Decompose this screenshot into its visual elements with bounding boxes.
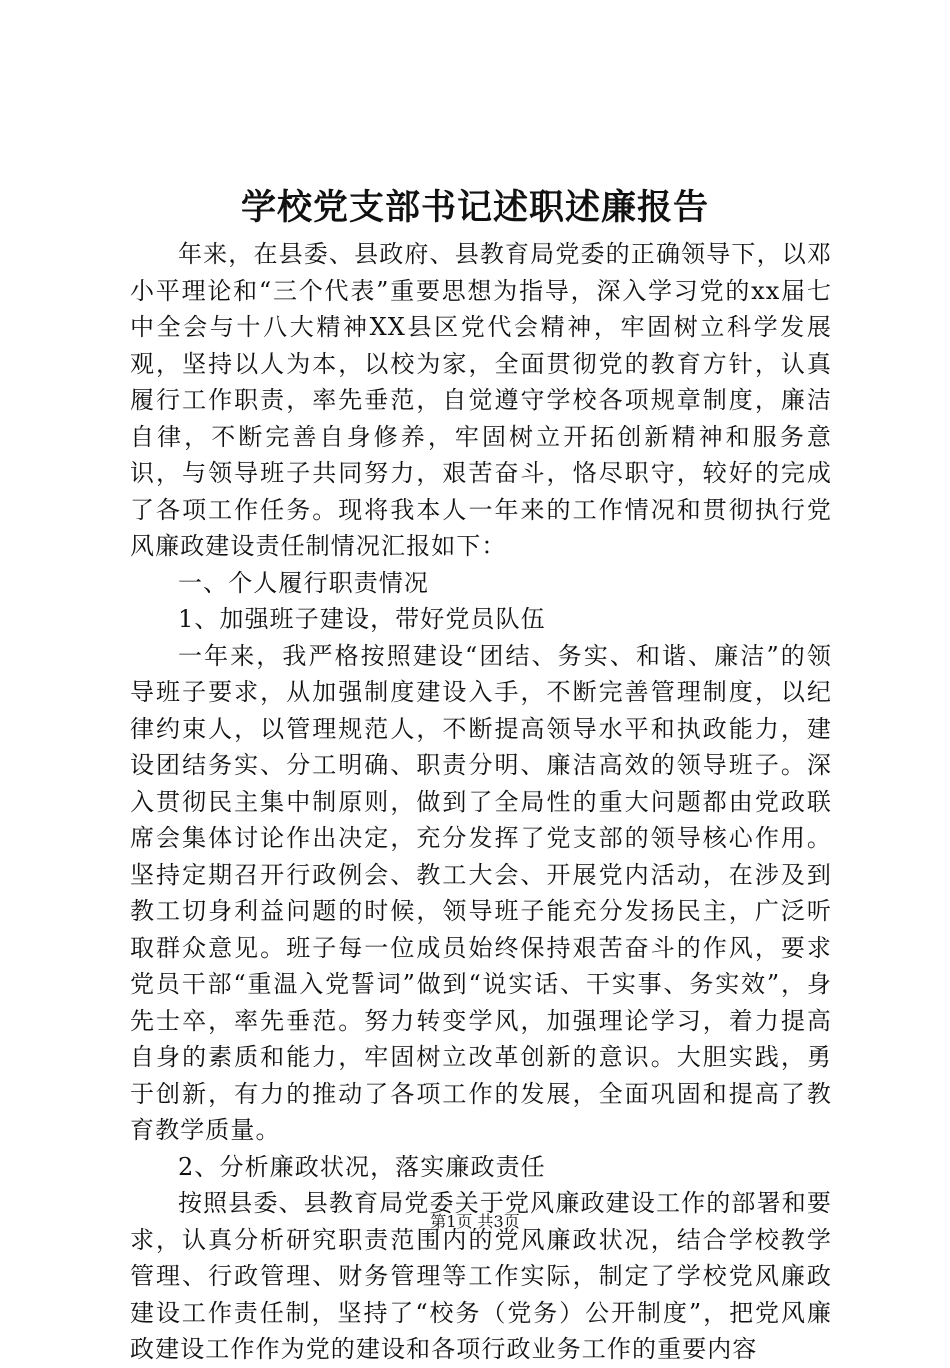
item-paragraph-2: 按照县委、县教育局党委关于党风廉政建设工作的部署和要求，认真分析研究职责范围内的党风廉政状况，结合学校教学管理、行政管理、财务管理等工作实际，制定了学校党风廉政建设工作责任制，坚持了“校务（党务）公开制度”，把党风廉政建设工作作为党的建设和各项行政业务工作的重要内容 (130, 1189, 832, 1363)
intro-paragraph: 年来，在县委、县政府、县教育局党委的正确领导下，以邓小平理论和“三个代表”重要思想为指导，深入学习党的xx届七中全会与十八大精神XX县区党代会精神，牢固树立科学发展观，坚持以人为本，以校为家，全面贯彻党的教育方针，认真履行工作职责，率先垂范，自觉遵守学校各项规章制度，廉洁自律，不断完善自身修养，牢固树立开拓创新精神和服务意识，与领导班子共同努力，艰苦奋斗，恪尽职守，较好的完成了各项工作任务。现将我本人一年来的工作情况和贯彻执行党风廉政建设责任制情况汇报如下： (130, 240, 832, 560)
item-paragraph-1: 一年来，我严格按照建设“团结、务实、和谐、廉洁”的领导班子要求，从加强制度建设入手，不断完善管理制度，以纪律约束人，以管理规范人，不断提高领导水平和执政能力，建设团结务实、分工明确、职责分明、廉洁高效的领导班子。深入贯彻民主集中制原则，做到了全局性的重大问题都由党政联席会集体讨论作出决定，充分发挥了党支部的领导核心作用。坚持定期召开行政例会、教工大会、开展党内活动，在涉及到教工切身利益问题的时候，领导班子能充分发扬民主，广泛听取群众意见。班子每一位成员始终保持艰苦奋斗的作风，要求党员干部“重温入党誓词”做到“说实话、干实事、务实效”，身先士卒，率先垂范。努力转变学风，加强理论学习，着力提高自身的素质和能力，牢固树立改革创新的意识。大胆实践，勇于创新，有力的推动了各项工作的发展，全面巩固和提高了教育教学质量。 (130, 641, 832, 1144)
page-footer: 第1页 共3页 (430, 1212, 520, 1231)
item-heading-1: 1、加强班子建设，带好党员队伍 (178, 605, 546, 633)
section-heading-1: 一、个人履行职责情况 (178, 568, 429, 597)
item-heading-2: 2、分析廉政状况，落实廉政责任 (178, 1152, 546, 1181)
document-body (130, 236, 832, 1368)
document-title: 学校党支部书记述职述廉报告 (240, 187, 709, 228)
